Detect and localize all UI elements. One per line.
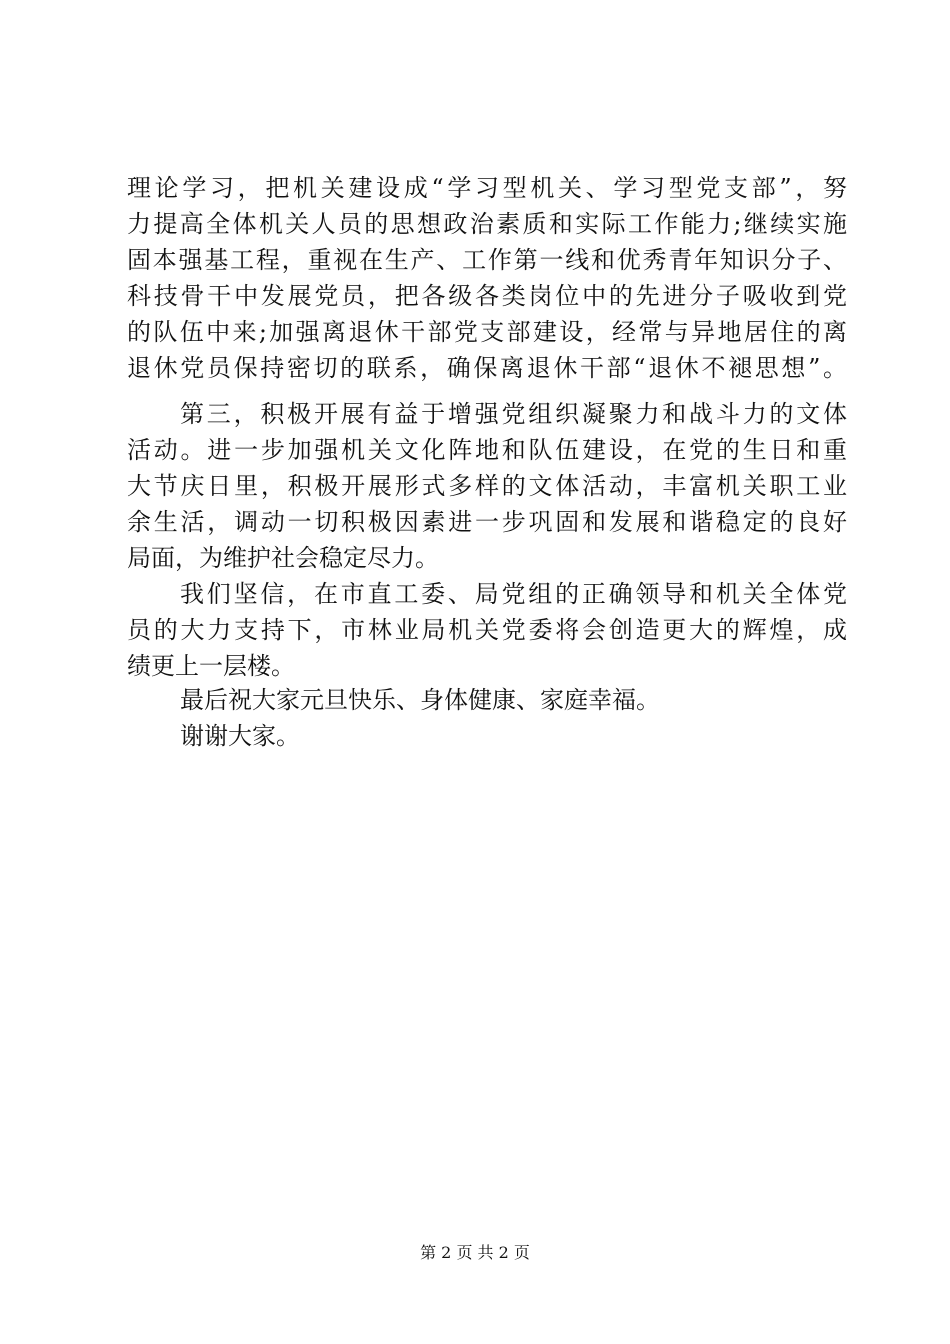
- paragraph-line: 最后祝大家元旦快乐、身体健康、家庭幸福。: [180, 686, 660, 714]
- page-number-footer: 第 2 页 共 2 页: [420, 1243, 530, 1262]
- paragraph-line: 余生活，调动一切积极因素进一步巩固和发展和谐稳定的良好: [127, 508, 847, 536]
- paragraph-line: 绩更上一层楼。: [127, 652, 295, 680]
- paragraph-line: 我们坚信，在市直工委、局党组的正确领导和机关全体党: [180, 580, 847, 608]
- paragraph-line: 第三，积极开展有益于增强党组织凝聚力和战斗力的文体: [180, 400, 847, 428]
- paragraph-line: 科技骨干中发展党员，把各级各类岗位中的先进分子吸收到党: [127, 282, 847, 310]
- paragraph-line: 活动。进一步加强机关文化阵地和队伍建设，在党的生日和重: [127, 436, 847, 464]
- paragraph-line: 理论学习，把机关建设成“学习型机关、学习型党支部”，努: [127, 174, 847, 202]
- paragraph-line: 局面，为维护社会稳定尽力。: [127, 544, 439, 572]
- paragraph-line: 固本强基工程，重视在生产、工作第一线和优秀青年知识分子、: [127, 246, 847, 274]
- paragraph-line: 退休党员保持密切的联系，确保离退休干部“退休不褪思想”。: [127, 354, 847, 382]
- paragraph-line: 员的大力支持下，市林业局机关党委将会创造更大的辉煌，成: [127, 616, 847, 644]
- paragraph-line: 谢谢大家。: [180, 722, 300, 750]
- paragraph-line: 大节庆日里，积极开展形式多样的文体活动，丰富机关职工业: [127, 472, 847, 500]
- paragraph-line: 力提高全体机关人员的思想政治素质和实际工作能力;继续实施: [127, 210, 847, 238]
- paragraph-line: 的队伍中来;加强离退休干部党支部建设，经常与异地居住的离: [127, 318, 847, 346]
